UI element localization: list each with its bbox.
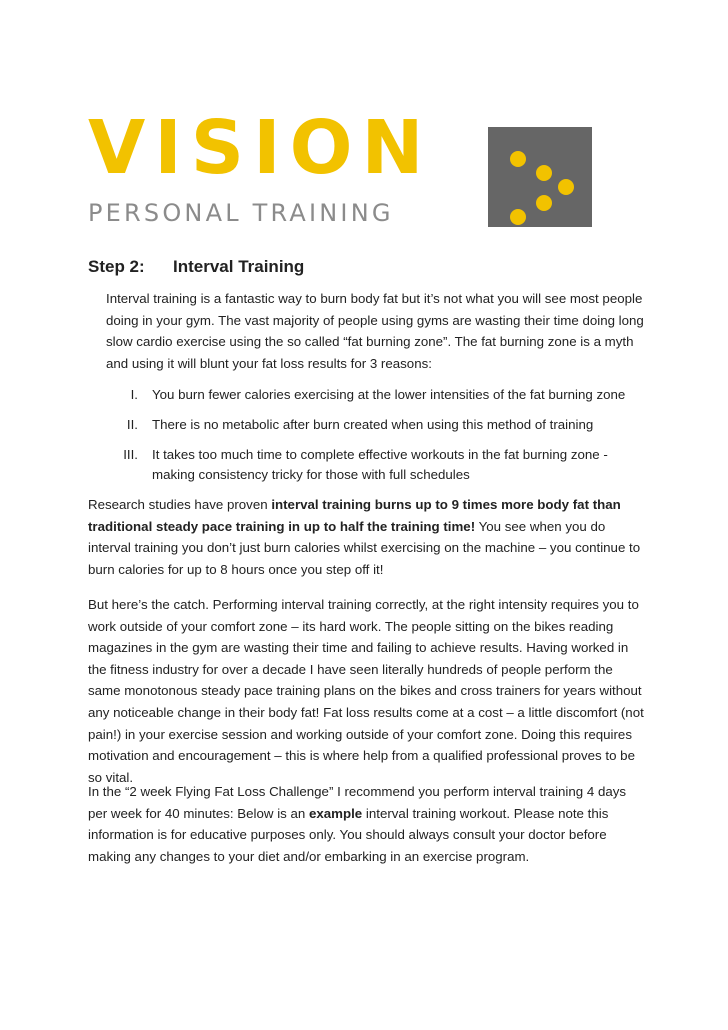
list-text: There is no metabolic after burn created when using this method of training: [152, 417, 594, 432]
logo-wordmark: VISION: [88, 105, 433, 191]
challenge-paragraph: [88, 781, 648, 867]
vision-logo: [88, 105, 628, 232]
list-number: III.: [123, 447, 138, 462]
research-text: Research studies have proven: [88, 497, 272, 512]
list-text: It takes too much time to complete effective workouts in the fat burning zone - making consistency tricky for those with full schedules: [152, 447, 608, 482]
logo-dot: [510, 151, 526, 167]
list-number: II.: [126, 417, 138, 432]
logo-dot: [536, 195, 552, 211]
challenge-text: In the “2 week Flying Fat Loss Challenge” I recommend you perform interval training 4 days per week for 40 minutes: Below is an: [88, 784, 627, 821]
catch-paragraph: But here’s the catch. Performing interval training correctly, at the right intensity requires you to work outside of your comfort zone – its hard work. The people sitting on the bikes reading magazines in the gym are wasting their time and failing to achieve results. Having worked in the fitness industry for over a decade I have seen literally hundreds of people perform the same monotonous steady pace training plans on the bikes and cross trainers for years without any noticeable change in their body fat! Fat loss results come at a cost – a little discomfort (not pain!) in your exercise session and working outside of your comfort zone. Doing this requires motivation and encouragement – this is where help from a qualified professional proves to be so vital.: [88, 597, 644, 785]
challenge-text-end: interval training workout. Please note this information is for educative purposes only. You should always consult your doctor before making any changes to your diet and/or embarking in an exercise program.: [88, 805, 609, 864]
example-highlight: example: [308, 805, 363, 821]
research-highlight: interval training burns up to 9 times more body fat than traditional steady pace training in up to half the training time!: [88, 497, 621, 534]
intro-paragraph: Interval training is a fantastic way to burn body fat but it’s not what you will see most people doing in your gym. The vast majority of people using gyms are wasting their time doing long slow cardio exercise using the so called “fat burning zone”. The fat burning zone is a myth and using it will blunt your fat loss results for 3 reasons:: [106, 291, 644, 371]
dots-arrow-icon: [488, 127, 592, 227]
step-number: Step 2:: [88, 257, 145, 276]
logo-dot: [536, 165, 552, 181]
step-title: Interval Training: [173, 257, 305, 276]
logo-dot: [510, 209, 526, 225]
research-paragraph: [88, 494, 648, 580]
logo-dot: [558, 179, 574, 195]
research-text-end: You see when you do interval training you don’t just burn calories whilst exercising on the machine – you continue to burn calories for up to 8 hours once you step off it!: [88, 518, 641, 577]
logo-subtitle: PERSONAL TRAINING: [88, 199, 394, 227]
list-number: I.: [130, 387, 138, 402]
list-text: You burn fewer calories exercising at the lower intensities of the fat burning zone: [152, 387, 626, 402]
